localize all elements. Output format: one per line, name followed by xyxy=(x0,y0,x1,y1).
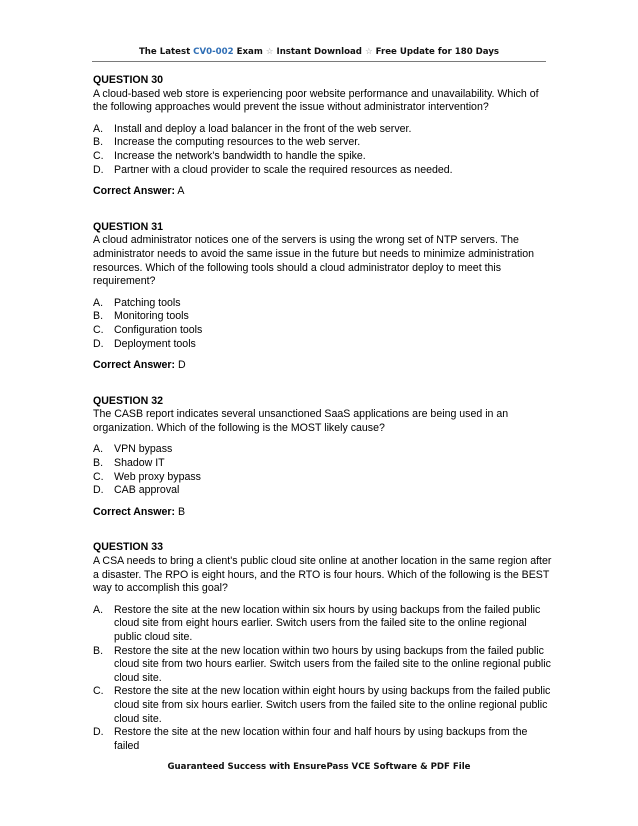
option-text: Partner with a cloud provider to scale the required resources as needed. xyxy=(114,163,453,176)
option-letter: C. xyxy=(93,470,104,483)
header-divider xyxy=(92,61,546,62)
option-letter: C. xyxy=(93,149,104,162)
question-title: QUESTION 31 xyxy=(93,220,164,233)
answer-label: Correct Answer: xyxy=(93,505,176,518)
option-text: Increase the computing resources to the web server. xyxy=(114,136,361,149)
option-text: Web proxy bypass xyxy=(114,470,201,483)
option-b xyxy=(93,645,553,686)
option-list xyxy=(93,123,553,177)
header-exam-label: Exam xyxy=(233,47,266,57)
option-text: Configuration tools xyxy=(114,323,203,336)
question-title: QUESTION 30 xyxy=(93,74,164,86)
answer-label: Correct Answer: xyxy=(93,185,176,198)
option-d xyxy=(93,726,553,753)
header-prefix: The Latest xyxy=(138,47,194,57)
question-text: A cloud-based web store is experiencing poor website performance and unavailability. Which of the following approaches would prevent the issue without administrator intervention? xyxy=(93,87,539,114)
option-letter: A. xyxy=(93,603,104,616)
correct-answer xyxy=(93,506,553,520)
option-letter: B. xyxy=(93,644,104,657)
page-header xyxy=(0,47,638,57)
option-text: Restore the site at the new location within two hours by using backups from the failed public cloud site from two hours earlier. Switch users from the failed site to the online regional public cloud site. xyxy=(114,644,551,684)
option-d xyxy=(93,164,553,178)
option-letter: C. xyxy=(93,323,104,336)
answer-value: B xyxy=(177,505,186,518)
correct-answer xyxy=(93,185,553,199)
option-letter: A. xyxy=(93,296,104,309)
question-33 xyxy=(93,541,553,753)
option-d xyxy=(93,338,553,352)
option-letter: D. xyxy=(93,337,104,350)
option-list xyxy=(93,297,553,351)
option-text: Install and deploy a load balancer in the front of the web server. xyxy=(114,122,412,135)
option-text: Restore the site at the new location within four and half hours by using backups from the failed xyxy=(114,726,528,752)
option-d xyxy=(93,484,553,498)
option-letter: A. xyxy=(93,122,104,135)
option-text: VPN bypass xyxy=(114,443,173,456)
question-30 xyxy=(93,74,553,199)
option-letter: D. xyxy=(93,484,104,497)
spacer xyxy=(93,373,553,395)
option-a xyxy=(93,297,553,311)
option-text: Patching tools xyxy=(114,296,181,309)
option-letter: A. xyxy=(93,443,104,456)
option-b xyxy=(93,136,553,150)
option-letter: D. xyxy=(93,163,104,176)
option-b xyxy=(93,457,553,471)
option-text: Shadow IT xyxy=(114,457,165,470)
header-instant-download: Instant Download xyxy=(273,47,365,57)
question-text: The CASB report indicates several unsanctioned SaaS applications are being used in an organization. Which of the following is the MOST likely cause? xyxy=(93,408,509,434)
spacer xyxy=(93,519,553,541)
question-text: A CSA needs to bring a client's public cloud site online at another location in the same region after a disaster. The RPO is eight hours, and the RTO is four hours. Which of the following is the BEST way to accomplish this goal? xyxy=(93,555,552,595)
option-letter: C. xyxy=(93,685,104,698)
answer-value: D xyxy=(177,359,186,372)
option-c xyxy=(93,685,553,726)
option-letter: B. xyxy=(93,136,104,149)
option-text: Deployment tools xyxy=(114,337,196,350)
option-a xyxy=(93,123,553,137)
questions-content xyxy=(93,74,553,753)
option-text: Restore the site at the new location within eight hours by using backups from the failed public cloud site from six hours earlier. Switch users from the failed site to the online regional public cloud site. xyxy=(114,685,551,725)
option-letter: D. xyxy=(93,726,104,739)
option-text: Monitoring tools xyxy=(114,310,189,323)
option-c xyxy=(93,471,553,485)
option-list xyxy=(93,443,553,497)
option-text: Restore the site at the new location within six hours by using backups from the failed public cloud site from eight hours earlier. Switch users from the failed site to the online regional public cloud site. xyxy=(114,603,541,643)
option-letter: B. xyxy=(93,310,104,323)
option-b xyxy=(93,310,553,324)
question-title: QUESTION 33 xyxy=(93,541,164,554)
question-31 xyxy=(93,221,553,373)
question-title: QUESTION 32 xyxy=(93,394,164,407)
answer-value: A xyxy=(177,185,185,198)
answer-label: Correct Answer: xyxy=(93,359,176,372)
star-icon: ☆ xyxy=(364,47,373,57)
star-icon: ☆ xyxy=(265,47,274,57)
option-a xyxy=(93,604,553,645)
option-list xyxy=(93,604,553,754)
page-footer: Guaranteed Success with EnsurePass VCE Software & PDF File xyxy=(167,762,471,772)
option-text: Increase the network's bandwidth to handle the spike. xyxy=(114,149,366,162)
question-32 xyxy=(93,395,553,520)
option-letter: B. xyxy=(93,457,104,470)
header-exam-code: CV0-002 xyxy=(193,47,234,57)
spacer xyxy=(93,199,553,221)
option-c xyxy=(93,150,553,164)
correct-answer xyxy=(93,359,553,373)
option-c xyxy=(93,324,553,338)
question-text: A cloud administrator notices one of the servers is using the wrong set of NTP servers. The administrator needs to avoid the same issue in the future but needs to minimize administration resources. Which of the following tools should a cloud administrator deploy to meet this requirement? xyxy=(93,234,535,288)
option-a xyxy=(93,443,553,457)
header-free-update: Free Update for 180 Days xyxy=(372,47,500,57)
option-text: CAB approval xyxy=(114,484,180,497)
